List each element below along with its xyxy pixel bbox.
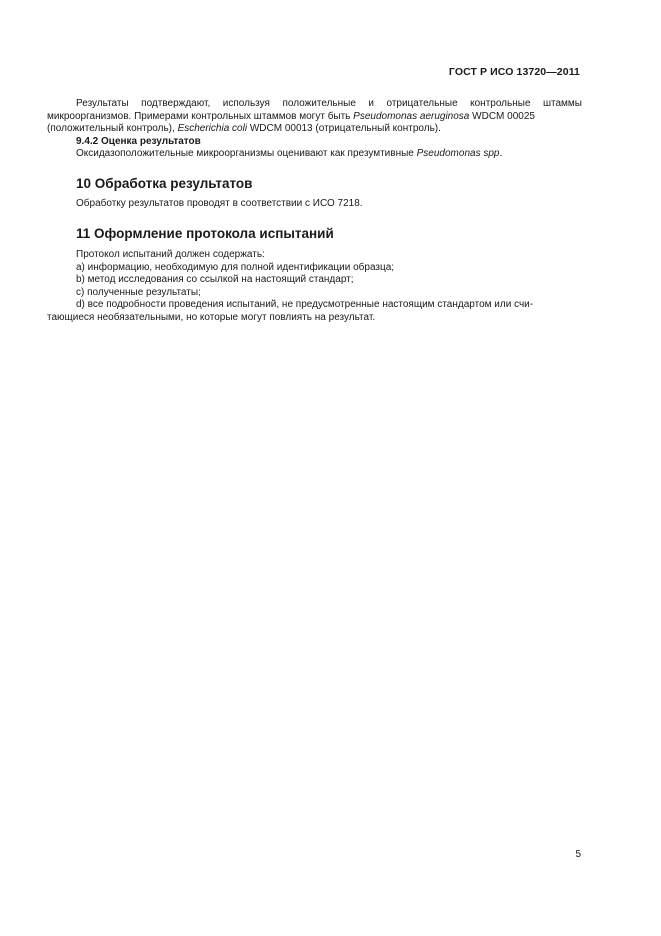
section-11-title: 11 Оформление протокола испытаний (76, 226, 334, 241)
list-item-a: a) информацию, необходимую для полной идентификации образца; (76, 261, 395, 273)
confirmation-line-2 (47, 111, 582, 124)
confirmation-line-1 (47, 98, 582, 111)
confirmation-text-1: Результаты подтверждают, используя положительные и отрицательные контрольные штаммы (76, 98, 582, 109)
list-item-c: c) полученные результаты; (76, 286, 201, 298)
confirmation-line-3 (47, 123, 582, 136)
standard-id-header: ГОСТ Р ИСО 13720—2011 (448, 66, 580, 78)
confirmation-text-2: микроорганизмов. Примерами контрольных штаммов могут быть (47, 110, 354, 122)
negative-control-strain: WDCM 00013 (отрицательный контроль). (247, 123, 441, 134)
positive-control-strain: WDCM 00025 (469, 110, 535, 122)
confirmation-text-3: (положительный контроль), (47, 123, 178, 134)
positive-control-organism: Pseudomonas aeruginosa (353, 110, 470, 122)
evaluation-text: Оксидазоположительные микроорганизмы оценивают как презумтивные (76, 148, 417, 159)
page-number: 5 (575, 849, 581, 860)
evaluation-text-end: . (499, 148, 503, 159)
list-item-d-line-2: тающиеся необязательными, но которые могут повлиять на результат. (47, 311, 376, 323)
presumptive-organism: Pseudomonas spp (416, 148, 500, 159)
subsection-9-4-2-heading: 9.4.2 Оценка результатов (76, 135, 201, 147)
section-11-intro: Протокол испытаний должен содержать: (76, 249, 265, 260)
subsection-9-4-2-text (47, 148, 582, 161)
document-body (47, 98, 582, 324)
list-item-d-line-1: d) все подробности проведения испытаний, не предусмотренные настоящим стандартом или счи- (76, 299, 534, 310)
section-10-text: Обработку результатов проводят в соответствии с ИСО 7218. (76, 197, 363, 209)
section-10-title: 10 Обработка результатов (76, 175, 253, 191)
negative-control-organism: Escherichia coli (177, 123, 248, 134)
list-item-b: b) метод исследования со ссылкой на настоящий стандарт; (76, 274, 354, 285)
